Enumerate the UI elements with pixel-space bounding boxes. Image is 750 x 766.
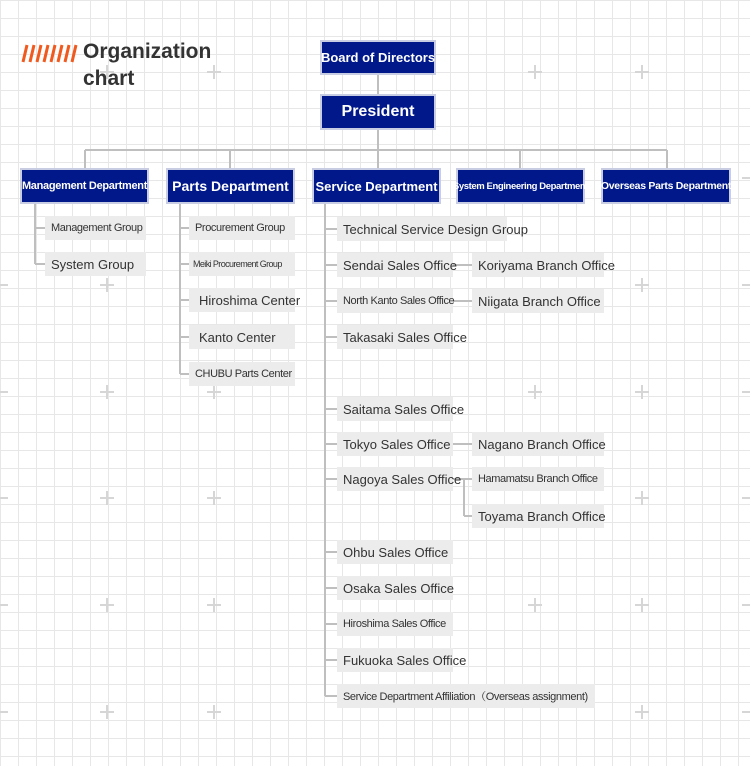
branch-item: Toyama Branch Office [472,504,604,528]
service-item: Saitama Sales Office [337,397,453,421]
parts-item: Hiroshima Center [189,288,295,312]
service-item: Osaka Sales Office [337,576,453,600]
service-item: Technical Service Design Group [337,217,507,241]
page-title [83,38,211,92]
service-item: Ohbu Sales Office [337,540,453,564]
branch-item: Hamamatsu Branch Office [472,467,604,491]
dept-parts: Parts Department [168,170,293,202]
service-item: Service Department Affiliation（Overseas assignment) [337,684,595,708]
service-item: Hiroshima Sales Office [337,612,453,636]
striped-logo-icon [22,45,76,62]
mgmt-item: System Group [45,252,146,276]
parts-item: Meiki Procurement Group [189,252,295,276]
board-of-directors-box: Board of Directors [322,42,434,73]
service-item: Tokyo Sales Office [337,432,453,456]
service-item: Sendai Sales Office [337,253,453,277]
dept-system-engineering: System Engineering Department [458,170,583,202]
branch-item: Nagano Branch Office [472,432,604,456]
mgmt-item: Management Group [45,216,146,240]
dept-service: Service Department [314,170,439,202]
parts-item: CHUBU Parts Center [189,362,295,386]
service-item: Nagoya Sales Office [337,467,453,491]
dept-management: Management Department [22,170,147,202]
dept-overseas-parts: Overseas Parts Department [603,170,729,202]
parts-item: Kanto Center [189,325,295,349]
service-item: North Kanto Sales Office [337,289,453,313]
service-item: Takasaki Sales Office [337,325,453,349]
parts-item: Procurement Group [189,216,295,240]
branch-item: Niigata Branch Office [472,289,604,313]
title-line-1: Organization [83,40,212,63]
title-line-2: chart [83,67,135,90]
president-box: President [322,96,434,128]
service-item: Fukuoka Sales Office [337,648,453,672]
branch-item: Koriyama Branch Office [472,253,604,277]
